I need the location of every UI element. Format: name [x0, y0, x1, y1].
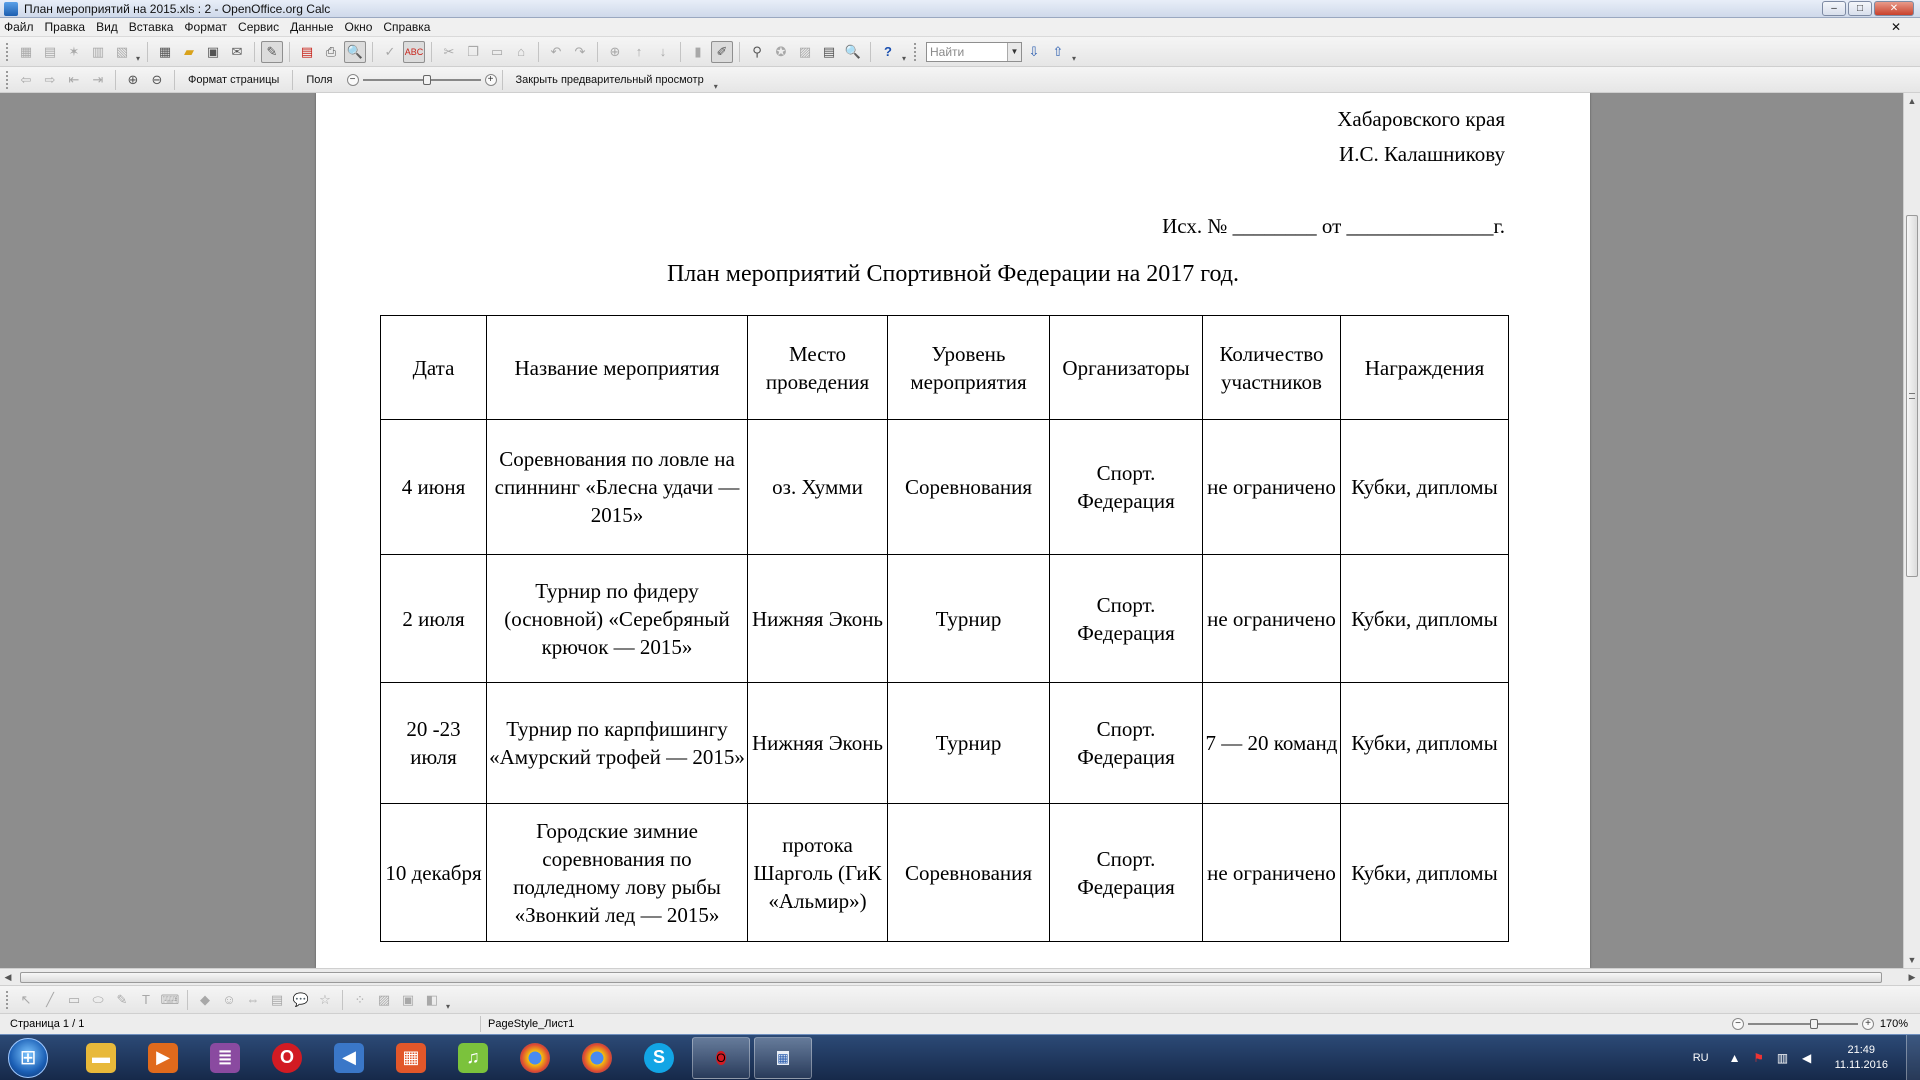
skype-icon: S [644, 1043, 674, 1073]
cut-icon[interactable]: ✂ [443, 43, 455, 59]
folder-icon: ▬ [86, 1043, 116, 1073]
sort-descending-icon[interactable]: ↓ [659, 44, 667, 59]
events-table [380, 315, 1509, 942]
network-icon[interactable]: ▥ [1776, 1051, 1789, 1065]
preview-zoom-slider[interactable] [347, 73, 497, 87]
spellcheck-icon[interactable]: ✓ [384, 43, 396, 59]
zoom-icon[interactable]: 🔍 [844, 43, 862, 59]
header-level: Уровень мероприятия [888, 316, 1050, 420]
header-awards: Награждения [1341, 316, 1509, 420]
close-document-button[interactable]: ✕ [1890, 20, 1901, 34]
clock-time: 21:49 [1847, 1044, 1876, 1056]
taskbar-opera-open[interactable] [692, 1037, 750, 1079]
toolbar-grip[interactable] [6, 43, 10, 61]
status-zoom-slider[interactable] [1732, 1017, 1874, 1031]
find-dropdown-icon[interactable]: ▼ [1007, 43, 1021, 61]
system-tray [1693, 1035, 1920, 1080]
cell-awards: Кубки, дипломы [1341, 555, 1509, 683]
document-title: План мероприятий Спортивной Федерации на 2017 год. [666, 261, 1240, 287]
opera-icon: O [272, 1043, 302, 1073]
toolbar-overflow-icon[interactable]: ▾ [135, 53, 140, 63]
outgoing-number: Исх. № ________ от ______________г. [1162, 214, 1505, 238]
cell-date: 10 декабря [381, 804, 487, 942]
clone-format-icon[interactable]: ⌂ [517, 44, 525, 59]
cell-date: 20 -23 июля [381, 683, 487, 804]
taskbar-office[interactable] [382, 1037, 440, 1079]
minimize-button[interactable]: – [1822, 1, 1846, 16]
margins-button[interactable]: Поля [306, 73, 333, 86]
header-date: Дата [381, 316, 487, 420]
table-row [381, 683, 1509, 804]
find-replace-icon[interactable]: ⚲ [752, 43, 762, 59]
archive-icon: ≣ [210, 1043, 240, 1073]
data-sources-icon[interactable]: ▤ [822, 43, 836, 59]
taskbar-chrome[interactable] [506, 1037, 564, 1079]
cell-level: Турнир [888, 683, 1050, 804]
header-organizers: Организаторы [1050, 316, 1203, 420]
toolbar-overflow-icon[interactable]: ▾ [1071, 53, 1076, 63]
select-arrow-icon[interactable]: ↖ [20, 991, 32, 1007]
scroll-right-icon[interactable]: ▶ [1908, 972, 1916, 982]
horizontal-scrollbar[interactable] [0, 968, 1920, 985]
callout-icon[interactable]: ⌨ [160, 991, 180, 1007]
open-folder-icon[interactable]: ▰ [184, 43, 194, 59]
zoom-plus-icon[interactable]: + [1862, 1018, 1874, 1030]
start-button[interactable]: ⊞ [8, 1038, 48, 1078]
cell-place: Нижняя Эконь [748, 555, 888, 683]
taskbar-explorer[interactable] [72, 1037, 130, 1079]
cell-participants: не ограничено [1203, 804, 1341, 942]
show-draw-functions-icon[interactable]: ✐ [711, 41, 733, 63]
chrome-icon [582, 1043, 612, 1073]
close-preview-button[interactable]: Закрыть предварительный просмотр [515, 73, 704, 86]
copy-icon[interactable]: ❐ [467, 43, 479, 59]
line-icon[interactable]: ╱ [46, 991, 54, 1007]
cell-awards: Кубки, дипломы [1341, 420, 1509, 555]
find-input[interactable] [926, 42, 1022, 62]
cell-organizers: Спорт. Федерация [1050, 804, 1203, 942]
cell-awards: Кубки, дипломы [1341, 683, 1509, 804]
music-icon: ♫ [458, 1043, 488, 1073]
zoom-minus-icon[interactable]: − [1732, 1018, 1744, 1030]
rectangle-icon[interactable]: ▭ [67, 991, 81, 1007]
header-place: Место проведения [748, 316, 888, 420]
toolbar-grip[interactable] [6, 991, 10, 1009]
tray-expand-icon[interactable]: ▲ [1728, 1051, 1741, 1065]
next-page-icon[interactable]: ⇨ [44, 71, 56, 87]
taskbar-calc-open[interactable] [754, 1037, 812, 1079]
cell-level: Турнир [888, 555, 1050, 683]
chrome-icon [520, 1043, 550, 1073]
flowchart-icon[interactable]: ▤ [270, 991, 284, 1007]
callouts-icon[interactable]: 💬 [292, 991, 310, 1007]
taskbar-music[interactable] [444, 1037, 502, 1079]
close-window-button[interactable]: ✕ [1874, 1, 1914, 16]
toolbar-grip[interactable] [6, 71, 10, 89]
windows-taskbar [0, 1034, 1920, 1080]
table-header-row [381, 316, 1509, 420]
cell-participants: 7 — 20 команд [1203, 683, 1341, 804]
cell-name: Турнир по карпфишингу «Амурский трофей — 2015» [487, 683, 748, 804]
title-bar [0, 0, 1920, 18]
cell-place: протока Шарголь (ГиК «Альмир») [748, 804, 888, 942]
menu-bar [0, 18, 1920, 37]
find-previous-icon[interactable]: ⇧ [1052, 43, 1064, 59]
vertical-scrollbar[interactable] [1903, 93, 1920, 968]
ellipse-icon[interactable]: ⬭ [92, 991, 104, 1007]
autospellcheck-icon[interactable]: ABC [403, 41, 425, 63]
zoom-percent[interactable]: 170% [1879, 1018, 1908, 1030]
header-participants: Количество участников [1203, 316, 1341, 420]
block-arrows-icon[interactable]: ⇔ [246, 992, 260, 1007]
menu-format[interactable]: Формат [184, 20, 228, 34]
zoom-slider-thumb[interactable] [1810, 1019, 1818, 1029]
edit-file-icon[interactable]: ✎ [261, 41, 283, 63]
menu-help[interactable]: Справка [383, 20, 431, 34]
addressee-line: Хабаровского края [1337, 107, 1505, 131]
extrusion-icon[interactable]: ◧ [425, 991, 439, 1007]
text-icon[interactable]: T [142, 992, 150, 1007]
page-format-button[interactable]: Формат страницы [188, 73, 280, 86]
wizard-icon[interactable]: ✶ [68, 43, 80, 59]
scroll-down-icon[interactable]: ▼ [1907, 955, 1917, 965]
window-title: План мероприятий на 2015.xls : 2 - OpenOffice.org Calc [24, 1, 331, 16]
menu-insert[interactable]: Вставка [128, 20, 174, 34]
from-file-icon[interactable]: ▣ [401, 991, 415, 1007]
preview-page [316, 93, 1590, 968]
zoom-slider-thumb[interactable] [423, 75, 431, 85]
taskbar-winrar[interactable] [196, 1037, 254, 1079]
menu-view[interactable]: Вид [96, 20, 118, 34]
find-placeholder: Найти [930, 44, 965, 59]
menu-edit[interactable]: Правка [44, 20, 86, 34]
taskbar-chrome-2[interactable] [568, 1037, 626, 1079]
clock[interactable] [1835, 1043, 1888, 1073]
taskbar-opera[interactable] [258, 1037, 316, 1079]
document-viewport [0, 93, 1903, 968]
office-icon: ▦ [396, 1043, 426, 1073]
print-icon[interactable]: ⎙ [325, 43, 337, 59]
cell-date: 2 июля [381, 555, 487, 683]
navigator-icon[interactable]: ✪ [775, 43, 787, 59]
menu-window[interactable]: Окно [344, 20, 373, 34]
media-player-icon: ▶ [148, 1043, 178, 1073]
points-icon[interactable]: ⁘ [354, 991, 366, 1007]
email-icon[interactable]: ✉ [231, 43, 243, 59]
find-next-icon[interactable]: ⇩ [1028, 43, 1040, 59]
table-row [381, 804, 1509, 942]
speaker-icon: ◀ [334, 1043, 364, 1073]
page-preview-toolbar [0, 67, 1920, 93]
horizontal-scroll-thumb[interactable] [20, 972, 1882, 983]
undo-icon[interactable]: ↶ [550, 43, 562, 59]
addressee-name: И.С. Калашникову [1339, 142, 1505, 166]
calc-document-icon: ▦ [777, 1050, 789, 1065]
help-icon[interactable]: ? [884, 44, 892, 59]
status-bar [0, 1013, 1920, 1034]
page-style[interactable]: PageStyle_Лист1 [488, 1018, 575, 1030]
stars-icon[interactable]: ☆ [319, 991, 331, 1007]
export-pdf-icon[interactable]: ▤ [300, 43, 314, 59]
scroll-left-icon[interactable]: ◀ [4, 972, 12, 982]
page-count: Страница 1 / 1 [10, 1018, 85, 1030]
cell-level: Соревнования [888, 420, 1050, 555]
chart-icon[interactable]: ▮ [694, 43, 702, 59]
drawing-toolbar [0, 985, 1920, 1013]
cell-organizers: Спорт. Федерация [1050, 420, 1203, 555]
cell-awards: Кубки, дипломы [1341, 804, 1509, 942]
toolbar-overflow-icon[interactable]: ▾ [901, 53, 906, 63]
basic-shapes-icon[interactable]: ◆ [200, 991, 210, 1007]
tab-order-icon[interactable]: ▧ [115, 43, 129, 59]
zoom-out-icon[interactable]: ⊖ [151, 71, 163, 87]
last-page-icon[interactable]: ⇥ [92, 71, 104, 87]
language-indicator[interactable]: RU [1692, 1052, 1709, 1064]
gallery-icon[interactable]: ▨ [798, 43, 812, 59]
taskbar-media-player[interactable] [134, 1037, 192, 1079]
taskbar-skype[interactable] [630, 1037, 688, 1079]
toolbar-overflow-icon[interactable]: ▾ [445, 1001, 450, 1011]
cell-level: Соревнования [888, 804, 1050, 942]
cell-name: Соревнования по ловле на спиннинг «Блесна удачи — 2015» [487, 420, 748, 555]
cell-place: оз. Хумми [748, 420, 888, 555]
cell-name: Турнир по фидеру (основной) «Серебряный крючок — 2015» [487, 555, 748, 683]
new-document-icon[interactable]: ▦ [158, 43, 172, 59]
header-name: Название мероприятия [487, 316, 748, 420]
find-toolbar-grip[interactable] [914, 43, 918, 61]
cell-participants: не ограничено [1203, 420, 1341, 555]
cell-organizers: Спорт. Федерация [1050, 555, 1203, 683]
zoom-minus-icon[interactable]: − [347, 74, 359, 86]
fontwork-icon[interactable]: ▨ [377, 991, 391, 1007]
toolbar-overflow-icon[interactable]: ▾ [713, 81, 718, 91]
openoffice-calc-icon [4, 2, 18, 16]
form-control-icon[interactable]: ▤ [43, 43, 57, 59]
cell-name: Городские зимние соревнования по подледному лову рыбы «Звонкий лед — 2015» [487, 804, 748, 942]
first-page-icon[interactable]: ⇤ [68, 71, 80, 87]
taskbar-audio[interactable] [320, 1037, 378, 1079]
cell-participants: не ограничено [1203, 555, 1341, 683]
page-preview-icon[interactable]: 🔍 [344, 41, 366, 63]
save-icon[interactable]: ▣ [206, 43, 220, 59]
menu-file[interactable]: Файл [4, 20, 34, 34]
maximize-button[interactable]: □ [1848, 1, 1872, 16]
menu-tools[interactable]: Сервис [238, 20, 280, 34]
symbol-shapes-icon[interactable]: ☺ [222, 992, 236, 1007]
table-row [381, 420, 1509, 555]
redo-icon[interactable]: ↷ [574, 43, 586, 59]
freeform-icon[interactable]: ✎ [116, 991, 128, 1007]
show-desktop-button[interactable] [1906, 1035, 1920, 1080]
scroll-up-icon[interactable]: ▲ [1907, 96, 1917, 106]
cell-organizers: Спорт. Федерация [1050, 683, 1203, 804]
cell-place: Нижняя Эконь [748, 683, 888, 804]
hyperlink-icon[interactable]: ⊕ [609, 43, 621, 59]
menu-data[interactable]: Данные [290, 20, 334, 34]
volume-icon[interactable]: ◀ [1801, 1051, 1812, 1065]
standard-toolbar [0, 37, 1920, 67]
opera-icon: O [716, 1050, 726, 1065]
clock-date: 11.11.2016 [1834, 1059, 1888, 1071]
previous-page-icon[interactable]: ⇦ [20, 71, 32, 87]
window-controls [1822, 1, 1914, 16]
form-design-icon[interactable]: ▦ [19, 43, 33, 59]
cell-date: 4 июня [381, 420, 487, 555]
form-navigator-icon[interactable]: ▥ [91, 43, 105, 59]
action-center-flag-icon[interactable]: ⚑ [1753, 1051, 1764, 1065]
sort-ascending-icon[interactable]: ↑ [635, 44, 643, 59]
paste-icon[interactable]: ▭ [490, 43, 504, 59]
zoom-in-icon[interactable]: ⊕ [127, 71, 139, 87]
zoom-plus-icon[interactable]: + [485, 74, 497, 86]
table-row [381, 555, 1509, 683]
